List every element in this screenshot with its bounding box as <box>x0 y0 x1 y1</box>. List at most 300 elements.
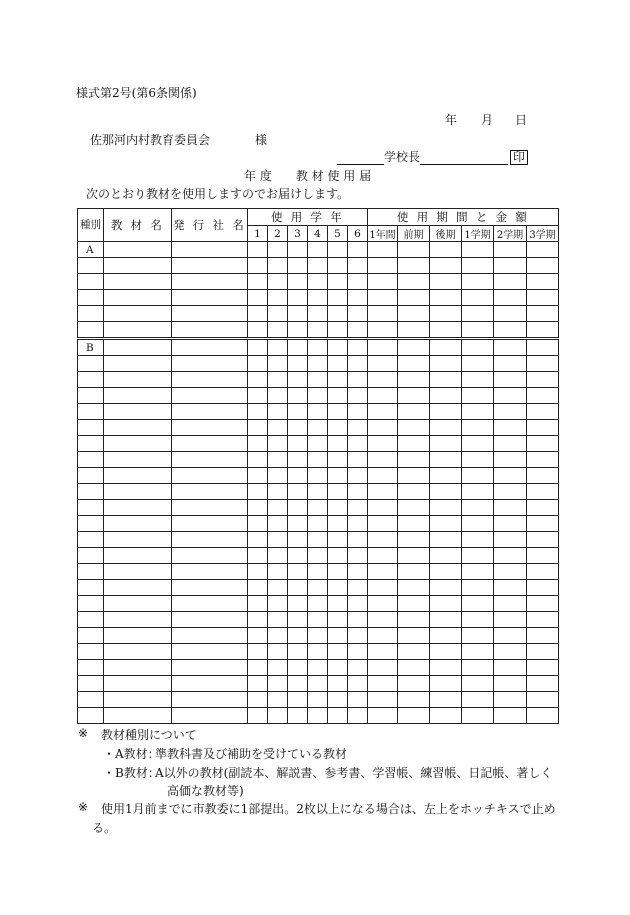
table-cell[interactable] <box>308 484 328 500</box>
table-cell[interactable] <box>368 372 398 388</box>
table-cell[interactable] <box>104 452 172 468</box>
table-cell[interactable] <box>348 580 368 596</box>
table-cell[interactable] <box>430 290 462 306</box>
table-cell[interactable] <box>527 708 559 724</box>
table-cell[interactable] <box>368 388 398 404</box>
table-cell[interactable] <box>104 516 172 532</box>
kind-cell[interactable] <box>78 484 104 500</box>
table-cell[interactable] <box>398 596 430 612</box>
table-cell[interactable] <box>172 242 248 258</box>
table-cell[interactable] <box>494 548 527 564</box>
kind-cell[interactable] <box>78 290 104 306</box>
table-cell[interactable] <box>348 628 368 644</box>
table-cell[interactable] <box>368 436 398 452</box>
table-cell[interactable] <box>368 548 398 564</box>
table-cell[interactable] <box>527 290 559 306</box>
table-cell[interactable] <box>494 676 527 692</box>
table-cell[interactable] <box>268 484 288 500</box>
table-cell[interactable] <box>430 436 462 452</box>
table-cell[interactable] <box>430 644 462 660</box>
table-cell[interactable] <box>430 516 462 532</box>
table-cell[interactable] <box>288 274 308 290</box>
table-cell[interactable] <box>494 644 527 660</box>
table-cell[interactable] <box>268 644 288 660</box>
table-cell[interactable] <box>248 372 268 388</box>
table-cell[interactable] <box>104 660 172 676</box>
table-cell[interactable] <box>527 322 559 339</box>
table-cell[interactable] <box>104 339 172 356</box>
table-cell[interactable] <box>288 676 308 692</box>
table-cell[interactable] <box>348 436 368 452</box>
table-cell[interactable] <box>248 356 268 372</box>
table-cell[interactable] <box>348 420 368 436</box>
table-cell[interactable] <box>308 436 328 452</box>
table-cell[interactable] <box>268 322 288 339</box>
table-cell[interactable] <box>527 564 559 580</box>
table-cell[interactable] <box>494 404 527 420</box>
table-cell[interactable] <box>348 532 368 548</box>
table-cell[interactable] <box>288 452 308 468</box>
table-cell[interactable] <box>328 676 348 692</box>
table-cell[interactable] <box>172 468 248 484</box>
table-cell[interactable] <box>527 484 559 500</box>
table-cell[interactable] <box>348 274 368 290</box>
table-cell[interactable] <box>104 242 172 258</box>
table-cell[interactable] <box>172 388 248 404</box>
table-cell[interactable] <box>430 660 462 676</box>
table-cell[interactable] <box>288 564 308 580</box>
kind-cell[interactable] <box>78 564 104 580</box>
table-cell[interactable] <box>172 404 248 420</box>
table-cell[interactable] <box>494 516 527 532</box>
table-cell[interactable] <box>462 548 494 564</box>
table-cell[interactable] <box>527 468 559 484</box>
table-cell[interactable] <box>462 468 494 484</box>
table-cell[interactable] <box>368 274 398 290</box>
table-cell[interactable] <box>172 580 248 596</box>
table-cell[interactable] <box>368 660 398 676</box>
table-cell[interactable] <box>104 274 172 290</box>
table-cell[interactable] <box>328 306 348 322</box>
table-cell[interactable] <box>172 306 248 322</box>
table-cell[interactable] <box>348 372 368 388</box>
table-cell[interactable] <box>494 290 527 306</box>
table-cell[interactable] <box>398 676 430 692</box>
table-cell[interactable] <box>430 468 462 484</box>
table-cell[interactable] <box>430 258 462 274</box>
table-cell[interactable] <box>248 420 268 436</box>
table-cell[interactable] <box>494 580 527 596</box>
table-cell[interactable] <box>398 339 430 356</box>
table-cell[interactable] <box>268 660 288 676</box>
table-cell[interactable] <box>494 532 527 548</box>
table-cell[interactable] <box>288 339 308 356</box>
table-cell[interactable] <box>248 676 268 692</box>
table-cell[interactable] <box>494 306 527 322</box>
table-cell[interactable] <box>527 404 559 420</box>
table-cell[interactable] <box>248 644 268 660</box>
table-cell[interactable] <box>248 388 268 404</box>
table-cell[interactable] <box>308 628 328 644</box>
table-cell[interactable] <box>398 708 430 724</box>
table-cell[interactable] <box>308 242 328 258</box>
table-cell[interactable] <box>288 548 308 564</box>
table-cell[interactable] <box>368 612 398 628</box>
table-cell[interactable] <box>398 580 430 596</box>
table-cell[interactable] <box>462 356 494 372</box>
table-cell[interactable] <box>288 322 308 339</box>
table-cell[interactable] <box>348 644 368 660</box>
table-cell[interactable] <box>494 420 527 436</box>
table-cell[interactable] <box>328 322 348 339</box>
table-cell[interactable] <box>104 484 172 500</box>
table-cell[interactable] <box>328 372 348 388</box>
table-cell[interactable] <box>328 468 348 484</box>
table-cell[interactable] <box>288 258 308 274</box>
table-cell[interactable] <box>527 306 559 322</box>
table-cell[interactable] <box>328 452 348 468</box>
table-cell[interactable] <box>308 356 328 372</box>
table-cell[interactable] <box>348 339 368 356</box>
table-cell[interactable] <box>288 242 308 258</box>
table-cell[interactable] <box>268 339 288 356</box>
table-cell[interactable] <box>328 516 348 532</box>
kind-cell[interactable] <box>78 532 104 548</box>
table-cell[interactable] <box>398 404 430 420</box>
table-cell[interactable] <box>308 372 328 388</box>
table-cell[interactable] <box>494 356 527 372</box>
table-cell[interactable] <box>172 339 248 356</box>
table-cell[interactable] <box>172 628 248 644</box>
table-cell[interactable] <box>288 404 308 420</box>
table-cell[interactable] <box>328 339 348 356</box>
table-cell[interactable] <box>368 420 398 436</box>
table-cell[interactable] <box>288 628 308 644</box>
table-cell[interactable] <box>268 628 288 644</box>
table-cell[interactable] <box>494 596 527 612</box>
table-cell[interactable] <box>248 516 268 532</box>
table-cell[interactable] <box>288 500 308 516</box>
table-cell[interactable] <box>308 564 328 580</box>
table-cell[interactable] <box>288 660 308 676</box>
table-cell[interactable] <box>527 356 559 372</box>
table-cell[interactable] <box>104 436 172 452</box>
table-cell[interactable] <box>494 692 527 708</box>
table-cell[interactable] <box>308 644 328 660</box>
table-cell[interactable] <box>104 258 172 274</box>
table-cell[interactable] <box>104 532 172 548</box>
table-cell[interactable] <box>308 274 328 290</box>
table-cell[interactable] <box>104 548 172 564</box>
table-cell[interactable] <box>368 692 398 708</box>
table-cell[interactable] <box>268 306 288 322</box>
table-cell[interactable] <box>328 564 348 580</box>
table-cell[interactable] <box>248 628 268 644</box>
table-cell[interactable] <box>328 242 348 258</box>
table-cell[interactable] <box>398 242 430 258</box>
table-cell[interactable] <box>268 468 288 484</box>
kind-cell[interactable] <box>78 404 104 420</box>
table-cell[interactable] <box>462 436 494 452</box>
table-cell[interactable] <box>462 660 494 676</box>
table-cell[interactable] <box>172 612 248 628</box>
kind-cell[interactable] <box>78 612 104 628</box>
table-cell[interactable] <box>494 339 527 356</box>
table-cell[interactable] <box>288 516 308 532</box>
table-cell[interactable] <box>430 372 462 388</box>
table-cell[interactable] <box>527 500 559 516</box>
kind-cell[interactable] <box>78 372 104 388</box>
table-cell[interactable] <box>248 660 268 676</box>
table-cell[interactable] <box>172 322 248 339</box>
table-cell[interactable] <box>430 306 462 322</box>
table-cell[interactable] <box>104 404 172 420</box>
table-cell[interactable] <box>348 612 368 628</box>
table-cell[interactable] <box>104 628 172 644</box>
table-cell[interactable] <box>308 676 328 692</box>
table-cell[interactable] <box>398 484 430 500</box>
table-cell[interactable] <box>268 420 288 436</box>
table-cell[interactable] <box>308 404 328 420</box>
table-cell[interactable] <box>462 388 494 404</box>
table-cell[interactable] <box>368 356 398 372</box>
table-cell[interactable] <box>462 596 494 612</box>
table-cell[interactable] <box>288 596 308 612</box>
table-cell[interactable] <box>268 452 288 468</box>
table-cell[interactable] <box>288 580 308 596</box>
kind-cell[interactable] <box>78 258 104 274</box>
table-cell[interactable] <box>430 692 462 708</box>
table-cell[interactable] <box>248 708 268 724</box>
table-cell[interactable] <box>348 660 368 676</box>
table-cell[interactable] <box>308 290 328 306</box>
table-cell[interactable] <box>104 708 172 724</box>
table-cell[interactable] <box>368 708 398 724</box>
table-cell[interactable] <box>494 500 527 516</box>
table-cell[interactable] <box>308 420 328 436</box>
table-cell[interactable] <box>268 580 288 596</box>
table-cell[interactable] <box>268 404 288 420</box>
table-cell[interactable] <box>348 676 368 692</box>
table-cell[interactable] <box>527 274 559 290</box>
table-cell[interactable] <box>527 532 559 548</box>
table-cell[interactable] <box>248 290 268 306</box>
table-cell[interactable] <box>430 564 462 580</box>
table-cell[interactable] <box>288 306 308 322</box>
table-cell[interactable] <box>328 500 348 516</box>
table-cell[interactable] <box>288 644 308 660</box>
table-cell[interactable] <box>527 612 559 628</box>
table-cell[interactable] <box>430 548 462 564</box>
table-cell[interactable] <box>104 420 172 436</box>
table-cell[interactable] <box>172 676 248 692</box>
kind-cell[interactable] <box>78 676 104 692</box>
table-cell[interactable] <box>494 452 527 468</box>
table-cell[interactable] <box>348 484 368 500</box>
table-cell[interactable] <box>308 532 328 548</box>
table-cell[interactable] <box>328 274 348 290</box>
table-cell[interactable] <box>172 692 248 708</box>
table-cell[interactable] <box>328 692 348 708</box>
table-cell[interactable] <box>248 258 268 274</box>
table-cell[interactable] <box>368 290 398 306</box>
table-cell[interactable] <box>328 628 348 644</box>
kind-cell[interactable] <box>78 596 104 612</box>
table-cell[interactable] <box>398 388 430 404</box>
table-cell[interactable] <box>268 676 288 692</box>
table-cell[interactable] <box>462 242 494 258</box>
table-cell[interactable] <box>430 500 462 516</box>
table-cell[interactable] <box>288 532 308 548</box>
kind-cell[interactable] <box>78 708 104 724</box>
table-cell[interactable] <box>494 436 527 452</box>
table-cell[interactable] <box>462 274 494 290</box>
kind-cell[interactable] <box>78 388 104 404</box>
table-cell[interactable] <box>268 290 288 306</box>
table-cell[interactable] <box>462 306 494 322</box>
table-cell[interactable] <box>104 676 172 692</box>
table-cell[interactable] <box>328 290 348 306</box>
table-cell[interactable] <box>328 708 348 724</box>
table-cell[interactable] <box>172 484 248 500</box>
table-cell[interactable] <box>527 660 559 676</box>
table-cell[interactable] <box>308 339 328 356</box>
table-cell[interactable] <box>527 644 559 660</box>
table-cell[interactable] <box>527 628 559 644</box>
table-cell[interactable] <box>268 564 288 580</box>
table-cell[interactable] <box>348 500 368 516</box>
table-cell[interactable] <box>248 274 268 290</box>
table-cell[interactable] <box>308 388 328 404</box>
table-cell[interactable] <box>104 644 172 660</box>
table-cell[interactable] <box>308 516 328 532</box>
table-cell[interactable] <box>104 580 172 596</box>
table-cell[interactable] <box>248 532 268 548</box>
table-cell[interactable] <box>494 708 527 724</box>
table-cell[interactable] <box>308 452 328 468</box>
kind-cell[interactable] <box>78 468 104 484</box>
table-cell[interactable] <box>368 306 398 322</box>
table-cell[interactable] <box>172 596 248 612</box>
table-cell[interactable] <box>288 484 308 500</box>
table-cell[interactable] <box>172 564 248 580</box>
table-cell[interactable] <box>308 468 328 484</box>
table-cell[interactable] <box>172 500 248 516</box>
table-cell[interactable] <box>462 484 494 500</box>
table-cell[interactable] <box>248 242 268 258</box>
table-cell[interactable] <box>462 580 494 596</box>
table-cell[interactable] <box>527 596 559 612</box>
table-cell[interactable] <box>430 356 462 372</box>
table-cell[interactable] <box>288 468 308 484</box>
table-cell[interactable] <box>368 468 398 484</box>
kind-cell[interactable] <box>78 660 104 676</box>
table-cell[interactable] <box>462 258 494 274</box>
table-cell[interactable] <box>398 452 430 468</box>
table-cell[interactable] <box>308 660 328 676</box>
table-cell[interactable] <box>268 708 288 724</box>
table-cell[interactable] <box>494 322 527 339</box>
table-cell[interactable] <box>104 596 172 612</box>
table-cell[interactable] <box>527 676 559 692</box>
table-cell[interactable] <box>430 452 462 468</box>
table-cell[interactable] <box>462 532 494 548</box>
table-cell[interactable] <box>348 548 368 564</box>
table-cell[interactable] <box>348 564 368 580</box>
table-cell[interactable] <box>398 420 430 436</box>
table-cell[interactable] <box>288 708 308 724</box>
table-cell[interactable] <box>172 516 248 532</box>
table-cell[interactable] <box>248 452 268 468</box>
table-cell[interactable] <box>172 548 248 564</box>
table-cell[interactable] <box>268 388 288 404</box>
table-cell[interactable] <box>368 339 398 356</box>
table-cell[interactable] <box>430 676 462 692</box>
table-cell[interactable] <box>288 372 308 388</box>
table-cell[interactable] <box>308 306 328 322</box>
table-cell[interactable] <box>308 580 328 596</box>
table-cell[interactable] <box>104 388 172 404</box>
table-cell[interactable] <box>308 258 328 274</box>
table-cell[interactable] <box>494 628 527 644</box>
table-cell[interactable] <box>398 306 430 322</box>
kind-cell[interactable] <box>78 692 104 708</box>
table-cell[interactable] <box>348 468 368 484</box>
table-cell[interactable] <box>398 500 430 516</box>
table-cell[interactable] <box>368 258 398 274</box>
kind-cell[interactable] <box>78 306 104 322</box>
table-cell[interactable] <box>398 372 430 388</box>
table-cell[interactable] <box>308 612 328 628</box>
table-cell[interactable] <box>248 306 268 322</box>
table-cell[interactable] <box>430 388 462 404</box>
table-cell[interactable] <box>430 242 462 258</box>
table-cell[interactable] <box>348 596 368 612</box>
table-cell[interactable] <box>348 404 368 420</box>
table-cell[interactable] <box>328 356 348 372</box>
table-cell[interactable] <box>494 258 527 274</box>
table-cell[interactable] <box>328 436 348 452</box>
table-cell[interactable] <box>398 660 430 676</box>
table-cell[interactable] <box>328 258 348 274</box>
table-cell[interactable] <box>288 290 308 306</box>
table-cell[interactable] <box>288 612 308 628</box>
table-cell[interactable] <box>462 612 494 628</box>
table-cell[interactable] <box>462 322 494 339</box>
table-cell[interactable] <box>288 356 308 372</box>
table-cell[interactable] <box>248 436 268 452</box>
table-cell[interactable] <box>172 290 248 306</box>
table-cell[interactable] <box>430 532 462 548</box>
kind-cell[interactable] <box>78 274 104 290</box>
table-cell[interactable] <box>398 356 430 372</box>
table-cell[interactable] <box>398 436 430 452</box>
table-cell[interactable] <box>398 692 430 708</box>
table-cell[interactable] <box>430 322 462 339</box>
table-cell[interactable] <box>328 420 348 436</box>
table-cell[interactable] <box>462 404 494 420</box>
kind-cell[interactable] <box>78 500 104 516</box>
table-cell[interactable] <box>348 290 368 306</box>
table-cell[interactable] <box>462 516 494 532</box>
table-cell[interactable] <box>398 290 430 306</box>
table-cell[interactable] <box>462 500 494 516</box>
kind-cell[interactable] <box>78 516 104 532</box>
table-cell[interactable] <box>268 436 288 452</box>
table-cell[interactable] <box>527 258 559 274</box>
table-cell[interactable] <box>308 322 328 339</box>
table-cell[interactable] <box>288 388 308 404</box>
